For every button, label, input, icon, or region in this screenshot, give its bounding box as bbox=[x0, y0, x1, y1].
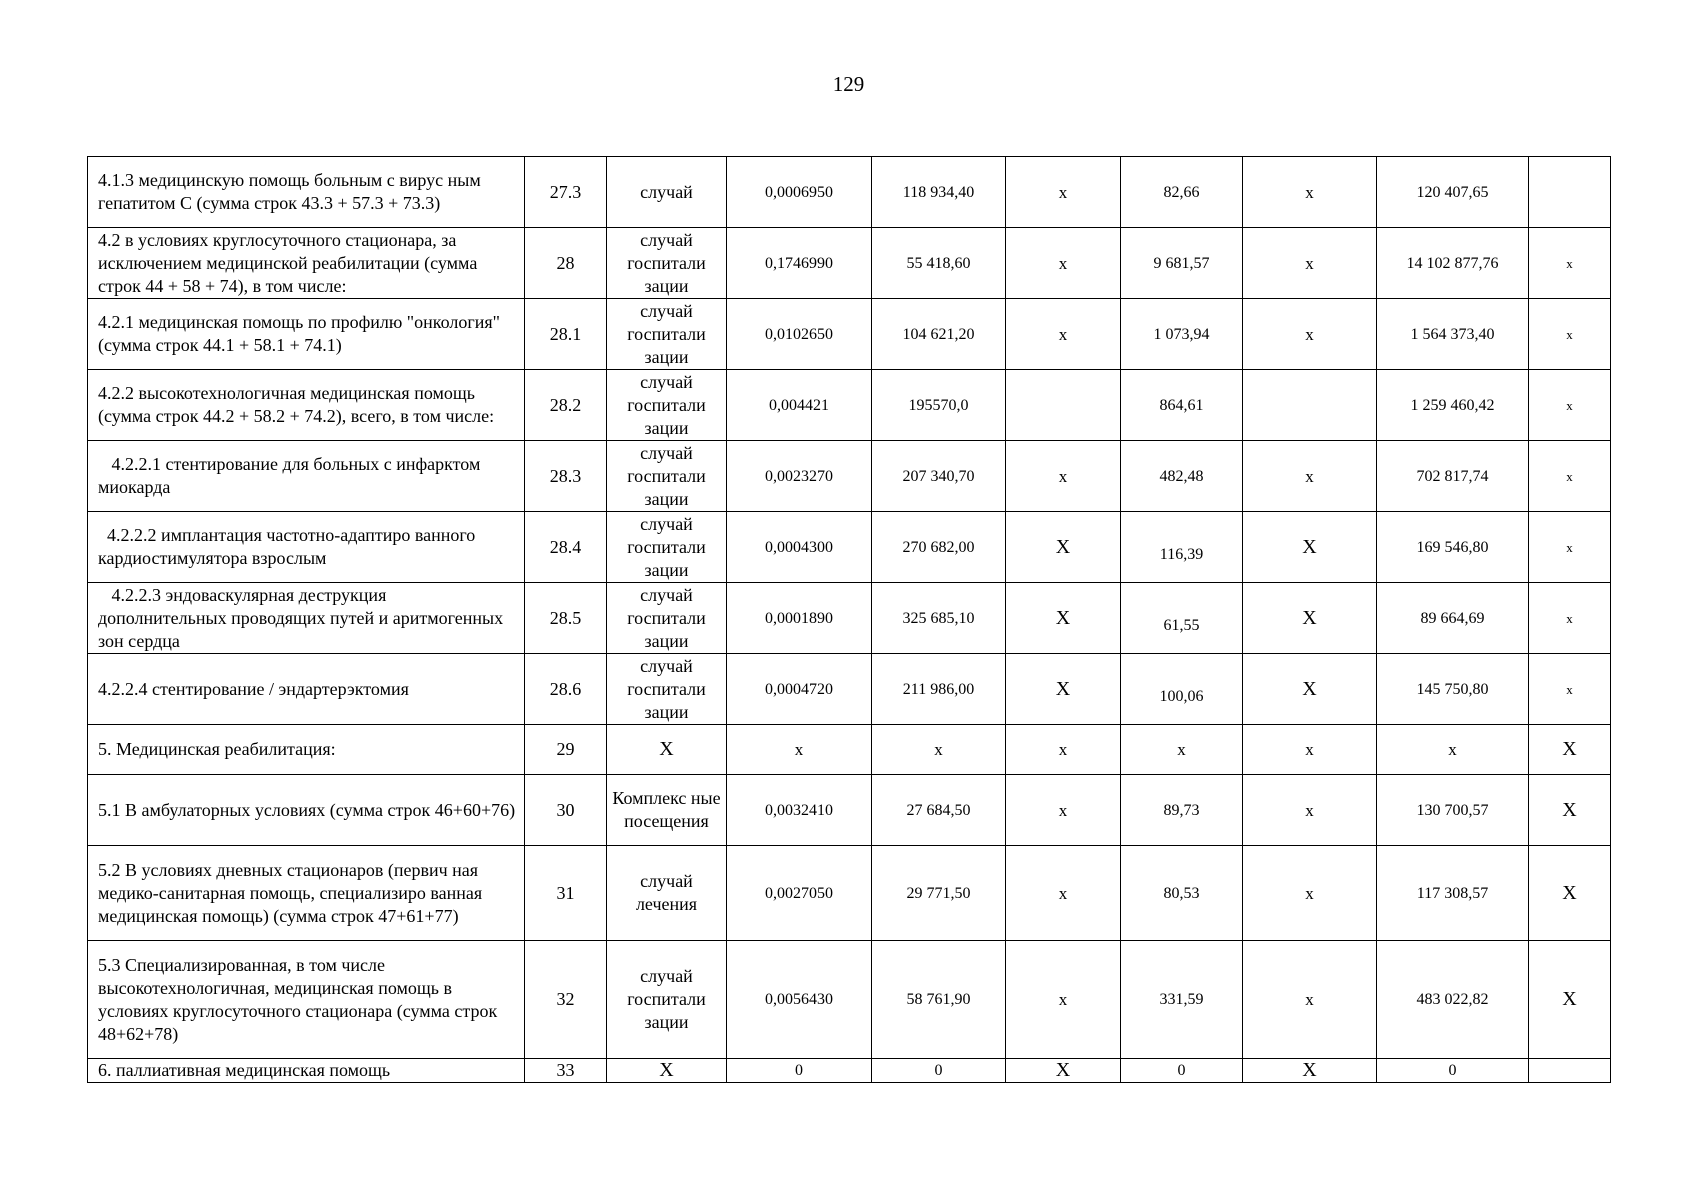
cell-norm: 0,0004720 bbox=[727, 654, 872, 725]
cell-name: 4.1.3 медицинскую помощь больным с вирус ным гепатитом С (сумма строк 43.3 + 57.3 + 73.3) bbox=[88, 157, 525, 228]
cell-unit: X bbox=[607, 725, 727, 775]
cell-x1: x bbox=[1006, 228, 1121, 299]
cell-cost: x bbox=[872, 725, 1006, 775]
cell-line: 31 bbox=[525, 846, 607, 941]
cell-unit: случай госпитали зации bbox=[607, 228, 727, 299]
cell-cost: 325 685,10 bbox=[872, 583, 1006, 654]
cell-unit: Комплекс ные посещения bbox=[607, 775, 727, 846]
cell-total: 14 102 877,76 bbox=[1377, 228, 1529, 299]
cell-per-capita: 482,48 bbox=[1121, 441, 1243, 512]
cell-name: 5.1 В амбулаторных условиях (сумма строк 46+60+76) bbox=[88, 775, 525, 846]
cell-name: 5.2 В условиях дневных стационаров (первич ная медико-санитарная помощь, специализиро ванная медицинская помощь) (сумма строк 47+61+77) bbox=[88, 846, 525, 941]
cell-total: 130 700,57 bbox=[1377, 775, 1529, 846]
cell-per-capita: 331,59 bbox=[1121, 941, 1243, 1059]
table-row bbox=[88, 299, 1611, 370]
cell-line: 33 bbox=[525, 1059, 607, 1083]
table-row bbox=[88, 441, 1611, 512]
cell-norm: 0 bbox=[727, 1059, 872, 1083]
cell-line: 28.5 bbox=[525, 583, 607, 654]
table-row bbox=[88, 775, 1611, 846]
table-row bbox=[88, 370, 1611, 441]
cell-norm: 0,0102650 bbox=[727, 299, 872, 370]
cell-norm: 0,0001890 bbox=[727, 583, 872, 654]
cell-x2: X bbox=[1243, 654, 1377, 725]
cell-total: 702 817,74 bbox=[1377, 441, 1529, 512]
table-row bbox=[88, 583, 1611, 654]
cell-per-capita: 864,61 bbox=[1121, 370, 1243, 441]
cell-total: x bbox=[1377, 725, 1529, 775]
cell-unit: случай госпитали зации bbox=[607, 441, 727, 512]
cell-line: 28.1 bbox=[525, 299, 607, 370]
cell-unit: случай лечения bbox=[607, 846, 727, 941]
cell-x2: x bbox=[1243, 157, 1377, 228]
cell-per-capita: 80,53 bbox=[1121, 846, 1243, 941]
cell-cost: 211 986,00 bbox=[872, 654, 1006, 725]
cell-per-capita: 100,06 bbox=[1121, 654, 1243, 725]
cell-x1: X bbox=[1006, 512, 1121, 583]
cell-line: 32 bbox=[525, 941, 607, 1059]
cell-line: 28.2 bbox=[525, 370, 607, 441]
cell-total: 169 546,80 bbox=[1377, 512, 1529, 583]
cell-per-capita: 9 681,57 bbox=[1121, 228, 1243, 299]
cell-x2: x bbox=[1243, 299, 1377, 370]
table-row bbox=[88, 725, 1611, 775]
cell-per-capita: 1 073,94 bbox=[1121, 299, 1243, 370]
cell-name: 4.2.1 медицинская помощь по профилю "онкология" (сумма строк 44.1 + 58.1 + 74.1) bbox=[88, 299, 525, 370]
cell-norm: 0,0004300 bbox=[727, 512, 872, 583]
cell-name: 4.2.2.1 стентирование для больных с инфарктом миокарда bbox=[88, 441, 525, 512]
cell-total: 483 022,82 bbox=[1377, 941, 1529, 1059]
cell-line: 28.3 bbox=[525, 441, 607, 512]
cell-x1 bbox=[1006, 370, 1121, 441]
cell-name: 5.3 Специализированная, в том числе высокотехнологичная, медицинская помощь в условиях круглосуточного стационара (сумма строк 48+62+78) bbox=[88, 941, 525, 1059]
cell-last: x bbox=[1529, 441, 1611, 512]
cell-last bbox=[1529, 1059, 1611, 1083]
cell-x2: x bbox=[1243, 846, 1377, 941]
cell-x2: x bbox=[1243, 228, 1377, 299]
cell-cost: 104 621,20 bbox=[872, 299, 1006, 370]
cell-cost: 0 bbox=[872, 1059, 1006, 1083]
cell-last: X bbox=[1529, 725, 1611, 775]
cell-name: 6. паллиативная медицинская помощь bbox=[88, 1059, 525, 1083]
cell-per-capita: x bbox=[1121, 725, 1243, 775]
cell-x1: x bbox=[1006, 441, 1121, 512]
table-row bbox=[88, 846, 1611, 941]
cell-unit: случай госпитали зации bbox=[607, 654, 727, 725]
cell-cost: 118 934,40 bbox=[872, 157, 1006, 228]
cell-cost: 270 682,00 bbox=[872, 512, 1006, 583]
cell-per-capita: 116,39 bbox=[1121, 512, 1243, 583]
cell-last: X bbox=[1529, 775, 1611, 846]
cell-per-capita: 0 bbox=[1121, 1059, 1243, 1083]
cell-x1: x bbox=[1006, 775, 1121, 846]
cell-unit: случай госпитали зации bbox=[607, 299, 727, 370]
cell-norm: 0,0056430 bbox=[727, 941, 872, 1059]
cell-x2: X bbox=[1243, 512, 1377, 583]
cell-cost: 27 684,50 bbox=[872, 775, 1006, 846]
table-row bbox=[88, 512, 1611, 583]
page-number: 129 bbox=[832, 72, 865, 96]
cell-total: 89 664,69 bbox=[1377, 583, 1529, 654]
cell-x2: X bbox=[1243, 1059, 1377, 1083]
cell-cost: 58 761,90 bbox=[872, 941, 1006, 1059]
cell-per-capita: 82,66 bbox=[1121, 157, 1243, 228]
cell-x2: x bbox=[1243, 941, 1377, 1059]
cell-last: x bbox=[1529, 228, 1611, 299]
cell-unit: случай госпитали зации bbox=[607, 512, 727, 583]
cell-norm: 0,1746990 bbox=[727, 228, 872, 299]
cell-x1: x bbox=[1006, 299, 1121, 370]
cell-line: 28.6 bbox=[525, 654, 607, 725]
cell-last: X bbox=[1529, 941, 1611, 1059]
cell-line: 28.4 bbox=[525, 512, 607, 583]
cell-cost: 55 418,60 bbox=[872, 228, 1006, 299]
cell-x1: X bbox=[1006, 583, 1121, 654]
cell-x2: X bbox=[1243, 583, 1377, 654]
cell-name: 4.2 в условиях круглосуточного стационара, за исключением медицинской реабилитации (сумма строк 44 + 58 + 74), в том числе: bbox=[88, 228, 525, 299]
table-body bbox=[88, 157, 1611, 1083]
cell-cost: 195570,0 bbox=[872, 370, 1006, 441]
cell-x1: X bbox=[1006, 654, 1121, 725]
cell-unit: случай госпитали зации bbox=[607, 583, 727, 654]
cell-name: 4.2.2.2 имплантация частотно-адаптиро ванного кардиостимулятора взрослым bbox=[88, 512, 525, 583]
cell-norm: x bbox=[727, 725, 872, 775]
cell-norm: 0,004421 bbox=[727, 370, 872, 441]
cell-x2: x bbox=[1243, 725, 1377, 775]
cell-unit: X bbox=[607, 1059, 727, 1083]
cell-x2: x bbox=[1243, 775, 1377, 846]
cell-line: 28 bbox=[525, 228, 607, 299]
cell-last: X bbox=[1529, 846, 1611, 941]
cell-x2 bbox=[1243, 370, 1377, 441]
cell-x1: x bbox=[1006, 157, 1121, 228]
cell-unit: случай госпитали зации bbox=[607, 370, 727, 441]
cell-x1: x bbox=[1006, 846, 1121, 941]
table-row bbox=[88, 157, 1611, 228]
cell-total: 0 bbox=[1377, 1059, 1529, 1083]
cell-norm: 0,0027050 bbox=[727, 846, 872, 941]
table-row bbox=[88, 941, 1611, 1059]
cell-last: x bbox=[1529, 583, 1611, 654]
cell-cost: 207 340,70 bbox=[872, 441, 1006, 512]
cell-last: x bbox=[1529, 512, 1611, 583]
cell-total: 117 308,57 bbox=[1377, 846, 1529, 941]
cell-name: 5. Медицинская реабилитация: bbox=[88, 725, 525, 775]
cell-norm: 0,0023270 bbox=[727, 441, 872, 512]
cell-line: 30 bbox=[525, 775, 607, 846]
cell-name: 4.2.2.3 эндоваскулярная деструкция дополнительных проводящих путей и аритмогенных зон сердца bbox=[88, 583, 525, 654]
cell-unit: случай bbox=[607, 157, 727, 228]
cell-per-capita: 61,55 bbox=[1121, 583, 1243, 654]
cell-total: 120 407,65 bbox=[1377, 157, 1529, 228]
cell-unit: случай госпитали зации bbox=[607, 941, 727, 1059]
table-row bbox=[88, 1059, 1611, 1083]
cell-total: 145 750,80 bbox=[1377, 654, 1529, 725]
cell-x1: x bbox=[1006, 725, 1121, 775]
cell-cost: 29 771,50 bbox=[872, 846, 1006, 941]
cell-last bbox=[1529, 157, 1611, 228]
cell-name: 4.2.2 высокотехнологичная медицинская помощь (сумма строк 44.2 + 58.2 + 74.2), всего, в том числе: bbox=[88, 370, 525, 441]
cell-norm: 0,0006950 bbox=[727, 157, 872, 228]
financing-table bbox=[87, 156, 1611, 1083]
cell-total: 1 564 373,40 bbox=[1377, 299, 1529, 370]
cell-name: 4.2.2.4 стентирование / эндартерэктомия bbox=[88, 654, 525, 725]
cell-x1: X bbox=[1006, 1059, 1121, 1083]
cell-line: 27.3 bbox=[525, 157, 607, 228]
cell-norm: 0,0032410 bbox=[727, 775, 872, 846]
cell-x1: x bbox=[1006, 941, 1121, 1059]
table-row bbox=[88, 654, 1611, 725]
table-row bbox=[88, 228, 1611, 299]
cell-per-capita: 89,73 bbox=[1121, 775, 1243, 846]
cell-x2: x bbox=[1243, 441, 1377, 512]
cell-line: 29 bbox=[525, 725, 607, 775]
cell-total: 1 259 460,42 bbox=[1377, 370, 1529, 441]
cell-last: x bbox=[1529, 370, 1611, 441]
cell-last: x bbox=[1529, 654, 1611, 725]
cell-last: x bbox=[1529, 299, 1611, 370]
